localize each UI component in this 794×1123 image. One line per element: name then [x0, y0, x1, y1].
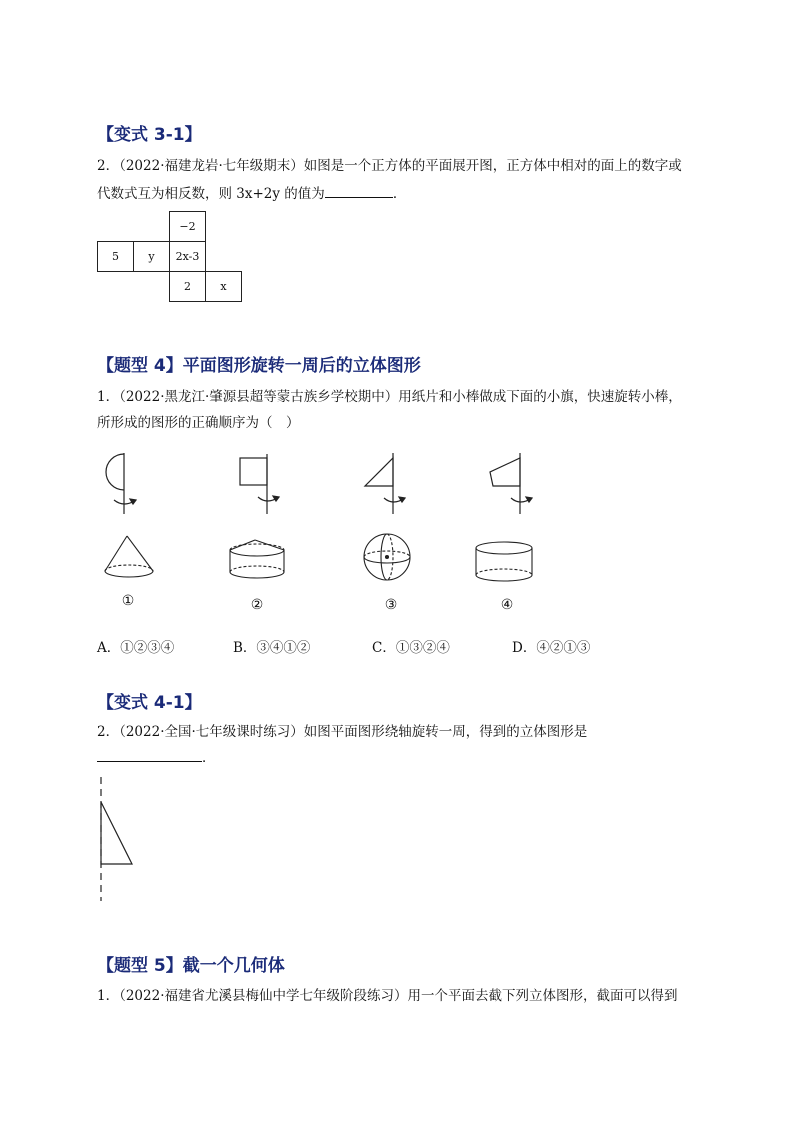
option-d: D．④②①③ [512, 640, 591, 656]
net-cell [98, 212, 134, 242]
question-text-line1: 1．（2022·黑龙江·肇源县超等蒙古族乡学校期中）用纸片和小棒做成下面的小旗，快速旋转小棒， [97, 389, 682, 405]
solid-label-3: ③ [384, 597, 398, 613]
section-heading-variant-4-1: 【变式 4-1】 [97, 693, 202, 713]
trapezoid-flag-icon [490, 453, 532, 514]
question-text-line2 [97, 181, 406, 208]
net-cell [206, 242, 242, 272]
net-cell: 2 [170, 272, 206, 302]
solid-label-1: ① [121, 593, 135, 609]
answer-blank [97, 747, 202, 762]
sphere-icon [364, 534, 410, 580]
right-triangle-shape [101, 802, 132, 864]
solid-label-4: ④ [500, 597, 514, 613]
solid-label-2: ② [250, 597, 264, 613]
net-cell [98, 272, 134, 302]
question-text-line1: 2．（2022·全国·七年级课时练习）如图平面图形绕轴旋转一周，得到的立体图形是 [97, 724, 588, 740]
section-heading-type-4: 【题型 4】平面图形旋转一周后的立体图形 [97, 356, 421, 376]
option-b: B．③④①② [233, 640, 311, 656]
cone-icon [105, 536, 153, 577]
question-text-line2-end: ． [202, 750, 216, 766]
question-text-line2-end: ． [392, 186, 407, 202]
question-text-line1: 1．（2022·福建省尤溪县梅仙中学七年级阶段练习）用一个平面去截下列立体图形，截面可以得到 [97, 988, 678, 1004]
flag-figures [95, 450, 565, 520]
net-cell: −2 [170, 212, 206, 242]
net-cell: y [134, 242, 170, 272]
net-cell [206, 212, 242, 242]
solid-figures [95, 530, 565, 590]
question-text-line1: 2．（2022·福建龙岩·七年级期末）如图是一个正方体的平面展开图，正方体中相对的面上的数字或 [97, 158, 682, 174]
net-cell [134, 212, 170, 242]
option-c: C．①③②④ [372, 640, 450, 656]
question-text-line2 [97, 745, 216, 772]
cylinder-icon [476, 542, 532, 581]
cube-net-figure [97, 211, 242, 302]
triangle-flag-icon [365, 453, 405, 514]
net-cell [134, 272, 170, 302]
answer-blank [325, 183, 393, 198]
net-cell: 5 [98, 242, 134, 272]
rotation-triangle-figure [90, 775, 150, 905]
square-flag-icon [240, 454, 279, 514]
question-text-line2: 所形成的图形的正确顺序为（ ） [97, 415, 300, 431]
question-text-line2-main: 代数式互为相反数，则 3x+2y 的值为 [97, 186, 325, 202]
cylinder-with-cone-icon [230, 540, 284, 578]
section-heading-variant-3-1: 【变式 3-1】 [97, 125, 202, 145]
net-cell: 2x-3 [170, 242, 206, 272]
option-a: A．①②③④ [97, 640, 175, 656]
net-cell: x [206, 272, 242, 302]
semicircle-flag-icon [106, 453, 136, 514]
section-heading-type-5: 【题型 5】截一个几何体 [97, 956, 285, 976]
